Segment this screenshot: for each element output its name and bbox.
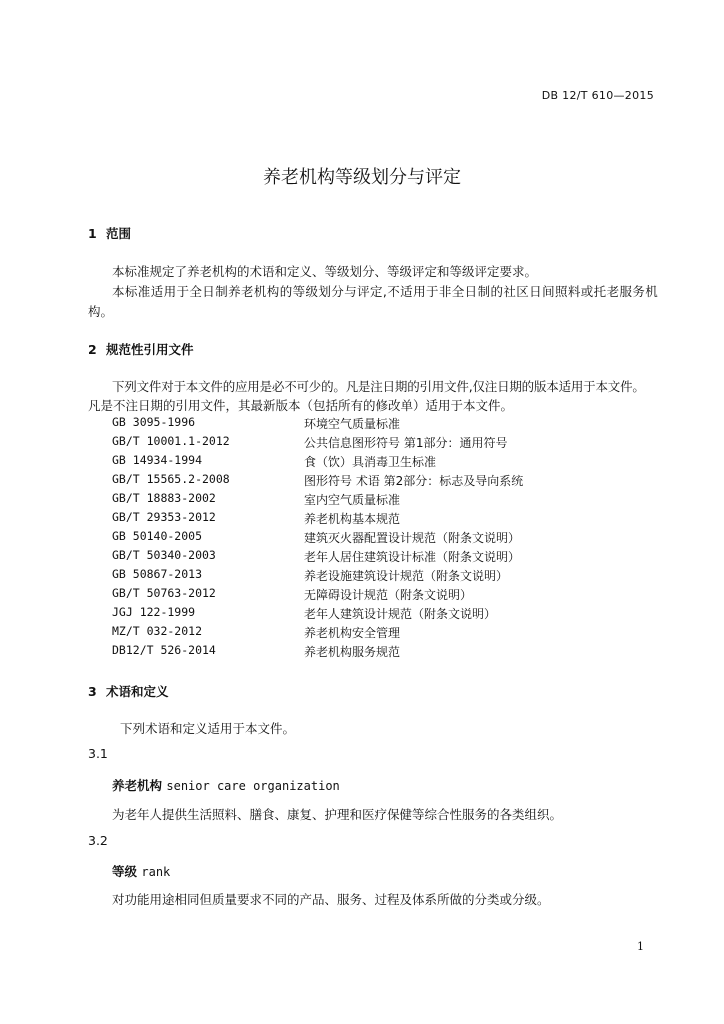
reference-code: GB/T 18883-2002 xyxy=(112,491,216,505)
document-code: DB 12/T 610—2015 xyxy=(541,89,654,102)
paragraph: 下列术语和定义适用于本文件。 xyxy=(120,721,296,736)
page-number: 1 xyxy=(637,940,644,953)
reference-name: 老年人居住建筑设计标准（附条文说明） xyxy=(304,550,521,564)
reference-name: 建筑灭火器配置设计规范（附条文说明） xyxy=(304,531,521,545)
reference-name: 食（饮）具消毒卫生标准 xyxy=(304,455,437,469)
term-chinese: 养老机构 xyxy=(112,778,163,793)
clause-number: 3.1 xyxy=(88,746,108,761)
reference-code: GB/T 10001.1-2012 xyxy=(112,434,230,448)
reference-name: 无障碍设计规范（附条文说明） xyxy=(304,588,473,602)
reference-name: 环境空气质量标准 xyxy=(304,417,401,431)
term-english: senior care organization xyxy=(166,779,340,793)
term-definition: 对功能用途相同但质量要求不同的产品、服务、过程及体系所做的分类或分级。 xyxy=(112,892,550,907)
reference-code: GB 50140-2005 xyxy=(112,529,203,543)
clause-number: 3.2 xyxy=(88,833,108,848)
paragraph: 本标准规定了养老机构的术语和定义、等级划分、等级评定和等级评定要求。 xyxy=(112,264,538,279)
reference-code: GB/T 50340-2003 xyxy=(112,548,216,562)
reference-name: 老年人建筑设计规范（附条文说明） xyxy=(304,607,497,621)
reference-name: 养老机构服务规范 xyxy=(304,645,401,659)
reference-code: GB/T 50763-2012 xyxy=(112,586,216,600)
reference-code: GB/T 15565.2-2008 xyxy=(112,472,230,486)
section-title: 规范性引用文件 xyxy=(106,342,194,357)
term-entry xyxy=(112,776,340,794)
term-chinese: 等级 xyxy=(112,864,138,879)
term-entry xyxy=(112,862,170,880)
paragraph: 下列文件对于本文件的应用是必不可少的。凡是注日期的引用文件,仅注日期的版本适用于本文件。 xyxy=(112,379,645,394)
paragraph: 凡是不注日期的引用文件，其最新版本（包括所有的修改单）适用于本文件。 xyxy=(88,398,514,413)
reference-name: 养老机构安全管理 xyxy=(304,626,401,640)
reference-code: MZ/T 032-2012 xyxy=(112,624,203,638)
reference-code: GB 14934-1994 xyxy=(112,453,203,467)
reference-code: GB 50867-2013 xyxy=(112,567,203,581)
reference-code: GB 3095-1996 xyxy=(112,415,196,429)
section-3-heading xyxy=(88,682,169,700)
reference-name: 养老设施建筑设计规范（附条文说明） xyxy=(304,569,509,583)
paragraph: 构。 xyxy=(88,304,114,319)
section-number: 2 xyxy=(88,342,97,357)
reference-name: 图形符号 术语 第2部分：标志及导向系统 xyxy=(304,474,524,488)
section-1-heading xyxy=(88,224,131,242)
section-number: 3 xyxy=(88,684,97,699)
section-2-heading xyxy=(88,340,194,358)
section-title: 术语和定义 xyxy=(106,684,169,699)
paragraph: 本标准适用于全日制养老机构的等级划分与评定,不适用于非全日制的社区日间照料或托老服务机 xyxy=(112,284,659,299)
term-english: rank xyxy=(141,865,171,879)
section-title: 范围 xyxy=(106,226,132,241)
reference-code: GB/T 29353-2012 xyxy=(112,510,216,524)
document-title: 养老机构等级划分与评定 xyxy=(263,167,461,188)
term-definition: 为老年人提供生活照料、膳食、康复、护理和医疗保健等综合性服务的各类组织。 xyxy=(112,807,563,822)
reference-name: 公共信息图形符号 第1部分：通用符号 xyxy=(304,436,508,450)
reference-name: 养老机构基本规范 xyxy=(304,512,401,526)
section-number: 1 xyxy=(88,226,97,241)
reference-code: DB12/T 526-2014 xyxy=(112,643,216,657)
reference-code: JGJ 122-1999 xyxy=(112,605,196,619)
reference-name: 室内空气质量标准 xyxy=(304,493,401,507)
